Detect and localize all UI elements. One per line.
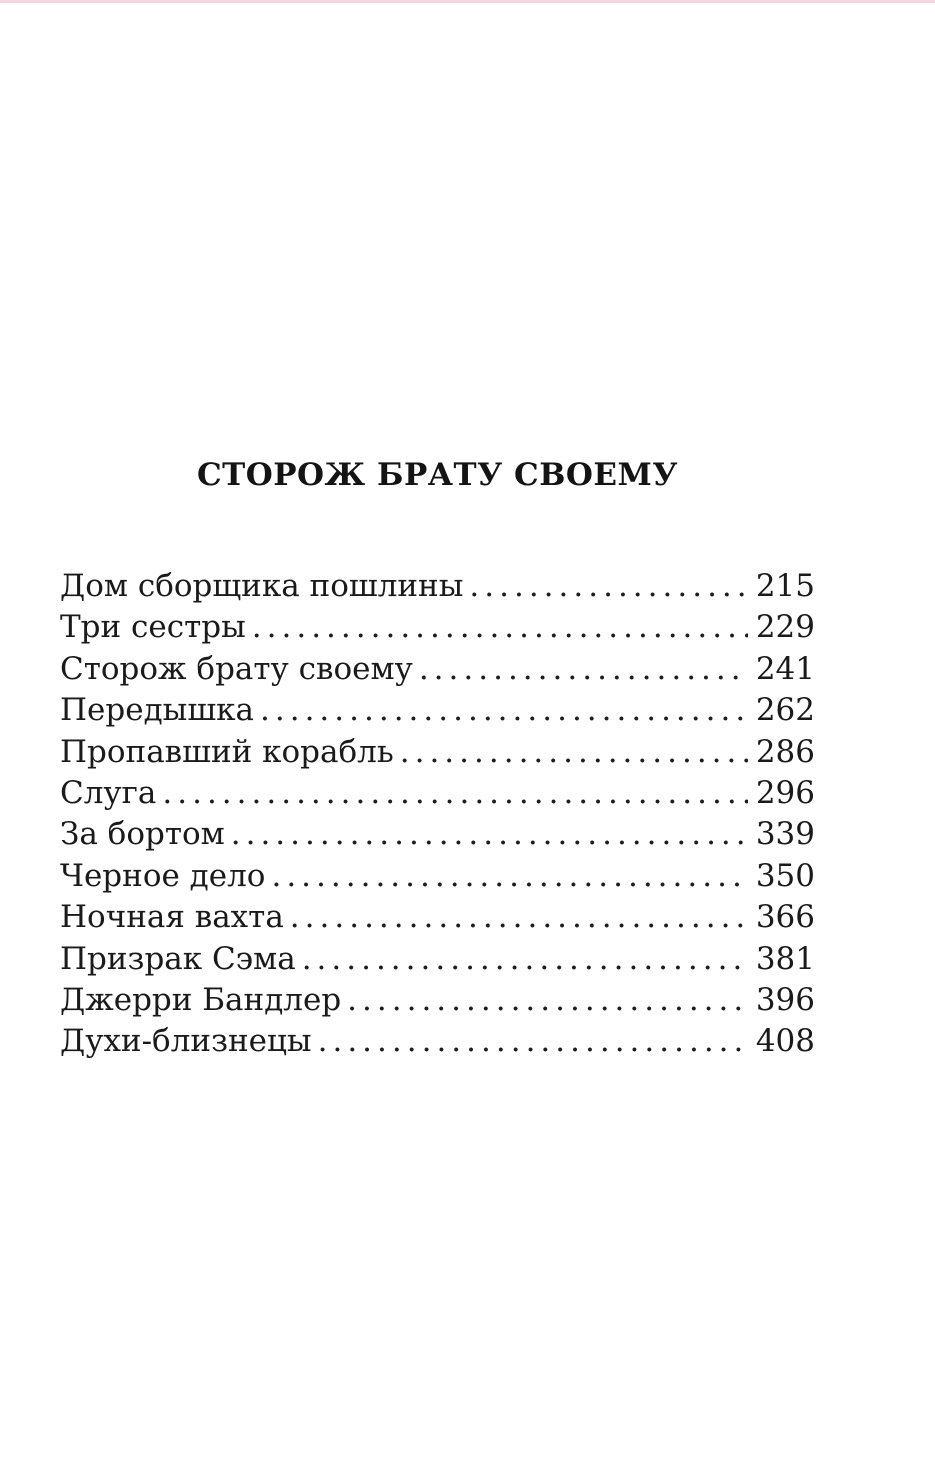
toc-leader-dots bbox=[347, 980, 748, 1021]
toc-entry-page: 262 bbox=[755, 692, 815, 729]
toc-leader-dots bbox=[252, 607, 748, 648]
toc-leader-dots bbox=[302, 939, 748, 980]
toc-entry-page: 408 bbox=[755, 1023, 815, 1060]
toc-entry-title: Дом сборщика пошлины bbox=[60, 568, 464, 604]
book-page bbox=[60, 0, 815, 1063]
toc-entry bbox=[60, 856, 815, 897]
toc-entry bbox=[60, 773, 815, 814]
toc-entry bbox=[60, 1021, 815, 1062]
toc-entry-title: За бортом bbox=[60, 816, 225, 853]
toc-leader-dots bbox=[400, 732, 748, 773]
toc-leader-dots bbox=[318, 1021, 748, 1062]
toc-entry-title: Сторож брату своему bbox=[60, 650, 413, 687]
toc-entry-title: Джерри Бандлер bbox=[60, 981, 342, 1018]
toc-entry-page: 296 bbox=[755, 774, 815, 811]
toc-leader-dots bbox=[419, 649, 748, 690]
toc-entry-title: Слуга bbox=[60, 774, 157, 811]
toc-entry-title: Черное дело bbox=[60, 857, 266, 894]
toc-entry bbox=[60, 814, 815, 855]
toc-entry bbox=[60, 732, 815, 773]
toc-entry-title: Ночная вахта bbox=[60, 899, 284, 936]
toc-leader-dots bbox=[290, 897, 748, 938]
toc-entry-page: 215 bbox=[755, 568, 815, 604]
table-of-contents bbox=[60, 566, 815, 1063]
toc-entry-title: Духи-близнецы bbox=[60, 1023, 312, 1060]
toc-entry-page: 350 bbox=[755, 857, 815, 894]
toc-entry bbox=[60, 897, 815, 938]
toc-entry-page: 381 bbox=[755, 940, 815, 977]
toc-leader-dots bbox=[231, 814, 748, 855]
toc-entry bbox=[60, 649, 815, 690]
toc-entry-title: Пропавший корабль bbox=[60, 733, 394, 770]
toc-entry bbox=[60, 939, 815, 980]
toc-leader-dots bbox=[162, 773, 747, 814]
toc-entry-title: Три сестры bbox=[60, 609, 246, 646]
toc-entry-page: 339 bbox=[755, 816, 815, 853]
toc-entry-title: Передышка bbox=[60, 692, 255, 729]
toc-leader-dots bbox=[260, 690, 748, 731]
toc-entry-page: 396 bbox=[755, 981, 815, 1018]
toc-entry bbox=[60, 607, 815, 648]
toc-entry-page: 241 bbox=[755, 650, 815, 687]
toc-leader-dots bbox=[271, 856, 747, 897]
toc-entry bbox=[60, 566, 815, 607]
toc-leader-dots bbox=[469, 566, 747, 607]
toc-entry-page: 366 bbox=[755, 899, 815, 936]
toc-entry bbox=[60, 690, 815, 731]
toc-entry-page: 286 bbox=[755, 733, 815, 770]
toc-entry-title: Призрак Сэма bbox=[60, 940, 296, 977]
section-title: СТОРОЖ БРАТУ СВОЕМУ bbox=[196, 457, 679, 493]
toc-entry-page: 229 bbox=[755, 609, 815, 646]
toc-entry bbox=[60, 980, 815, 1021]
